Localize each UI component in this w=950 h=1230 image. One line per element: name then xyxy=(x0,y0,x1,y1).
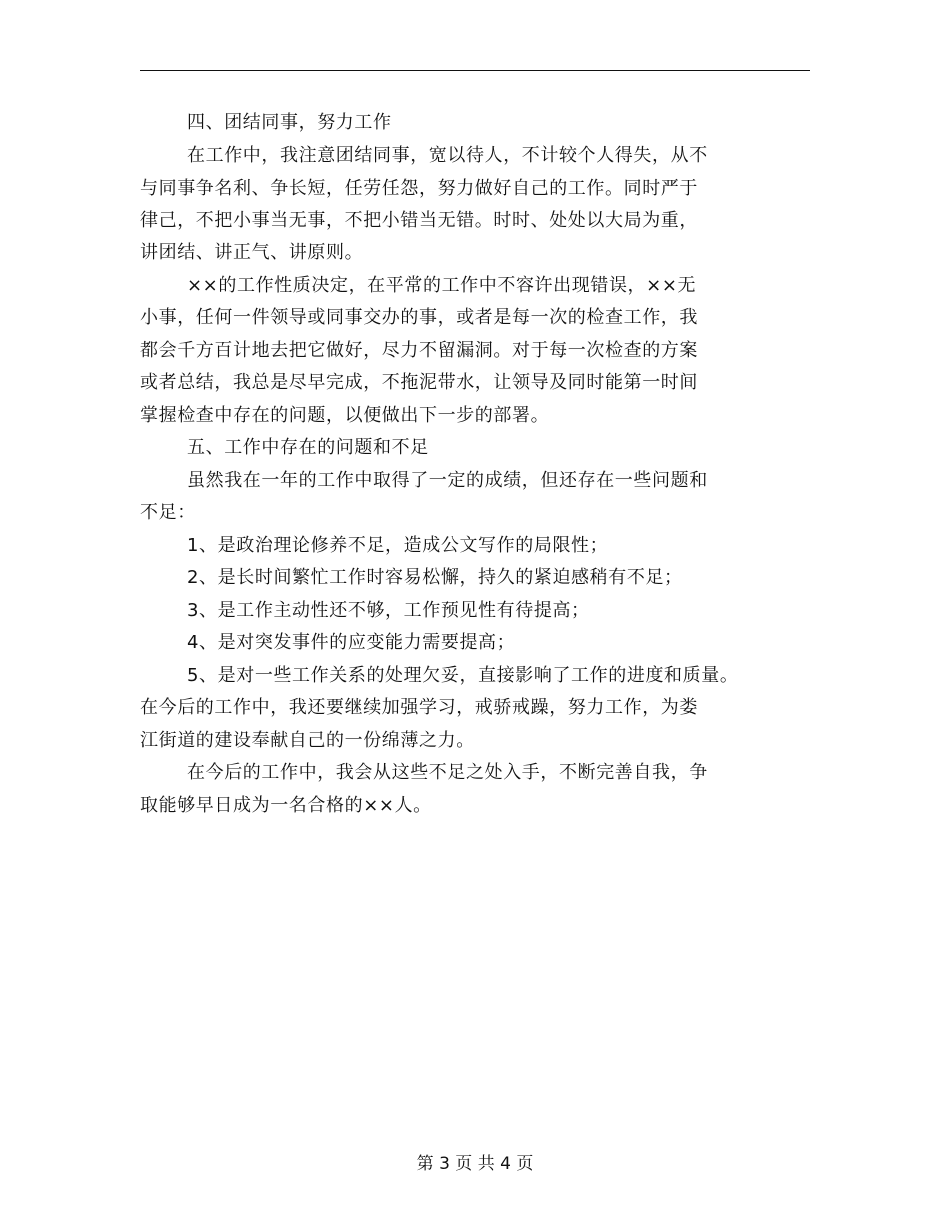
paragraph-line: ××的工作性质决定，在平常的工作中不容许出现错误，××无 xyxy=(187,275,697,296)
list-item: 1、是政治理论修养不足，造成公文写作的局限性； xyxy=(187,535,609,556)
paragraph-line: 不足： xyxy=(140,502,196,523)
paragraph-line: 小事，任何一件领导或同事交办的事，或者是每一次的检查工作，我 xyxy=(140,307,698,328)
list-item: 3、是工作主动性还不够，工作预见性有待提高； xyxy=(187,600,590,621)
page-number-footer: 第 3 页 共 4 页 xyxy=(416,1154,534,1174)
paragraph-line: 都会千方百计地去把它做好，尽力不留漏洞。对于每一次检查的方案 xyxy=(140,340,698,361)
header-rule xyxy=(140,70,810,71)
paragraph-line: 江街道的建设奉献自己的一份绵薄之力。 xyxy=(140,730,475,751)
paragraph-line: 取能够早日成为一名合格的××人。 xyxy=(140,795,432,816)
section-heading-five: 五、工作中存在的问题和不足 xyxy=(187,437,429,458)
list-item: 5、是对一些工作关系的处理欠妥，直接影响了工作的进度和质量。 xyxy=(187,665,739,686)
paragraph-line: 与同事争名利、争长短，任劳任怨，努力做好自己的工作。同时严于 xyxy=(140,178,698,199)
paragraph-line: 讲团结、讲正气、讲原则。 xyxy=(140,242,364,263)
paragraph-line: 虽然我在一年的工作中取得了一定的成绩，但还存在一些问题和 xyxy=(187,470,708,491)
paragraph-line: 掌握检查中存在的问题，以便做出下一步的部署。 xyxy=(140,405,550,426)
section-heading-four: 四、团结同事，努力工作 xyxy=(187,112,392,133)
paragraph-line: 在工作中，我注意团结同事，宽以待人，不计较个人得失，从不 xyxy=(187,145,708,166)
list-item: 4、是对突发事件的应变能力需要提高； xyxy=(187,632,516,653)
paragraph-line: 律己，不把小事当无事，不把小错当无错。时时、处处以大局为重， xyxy=(140,210,698,231)
paragraph-line: 在今后的工作中，我还要继续加强学习，戒骄戒躁，努力工作，为娄 xyxy=(140,697,698,718)
list-item: 2、是长时间繁忙工作时容易松懈，持久的紧迫感稍有不足； xyxy=(187,567,683,588)
paragraph-line: 在今后的工作中，我会从这些不足之处入手，不断完善自我，争 xyxy=(187,762,708,783)
paragraph-line: 或者总结，我总是尽早完成，不拖泥带水，让领导及同时能第一时间 xyxy=(140,372,698,393)
